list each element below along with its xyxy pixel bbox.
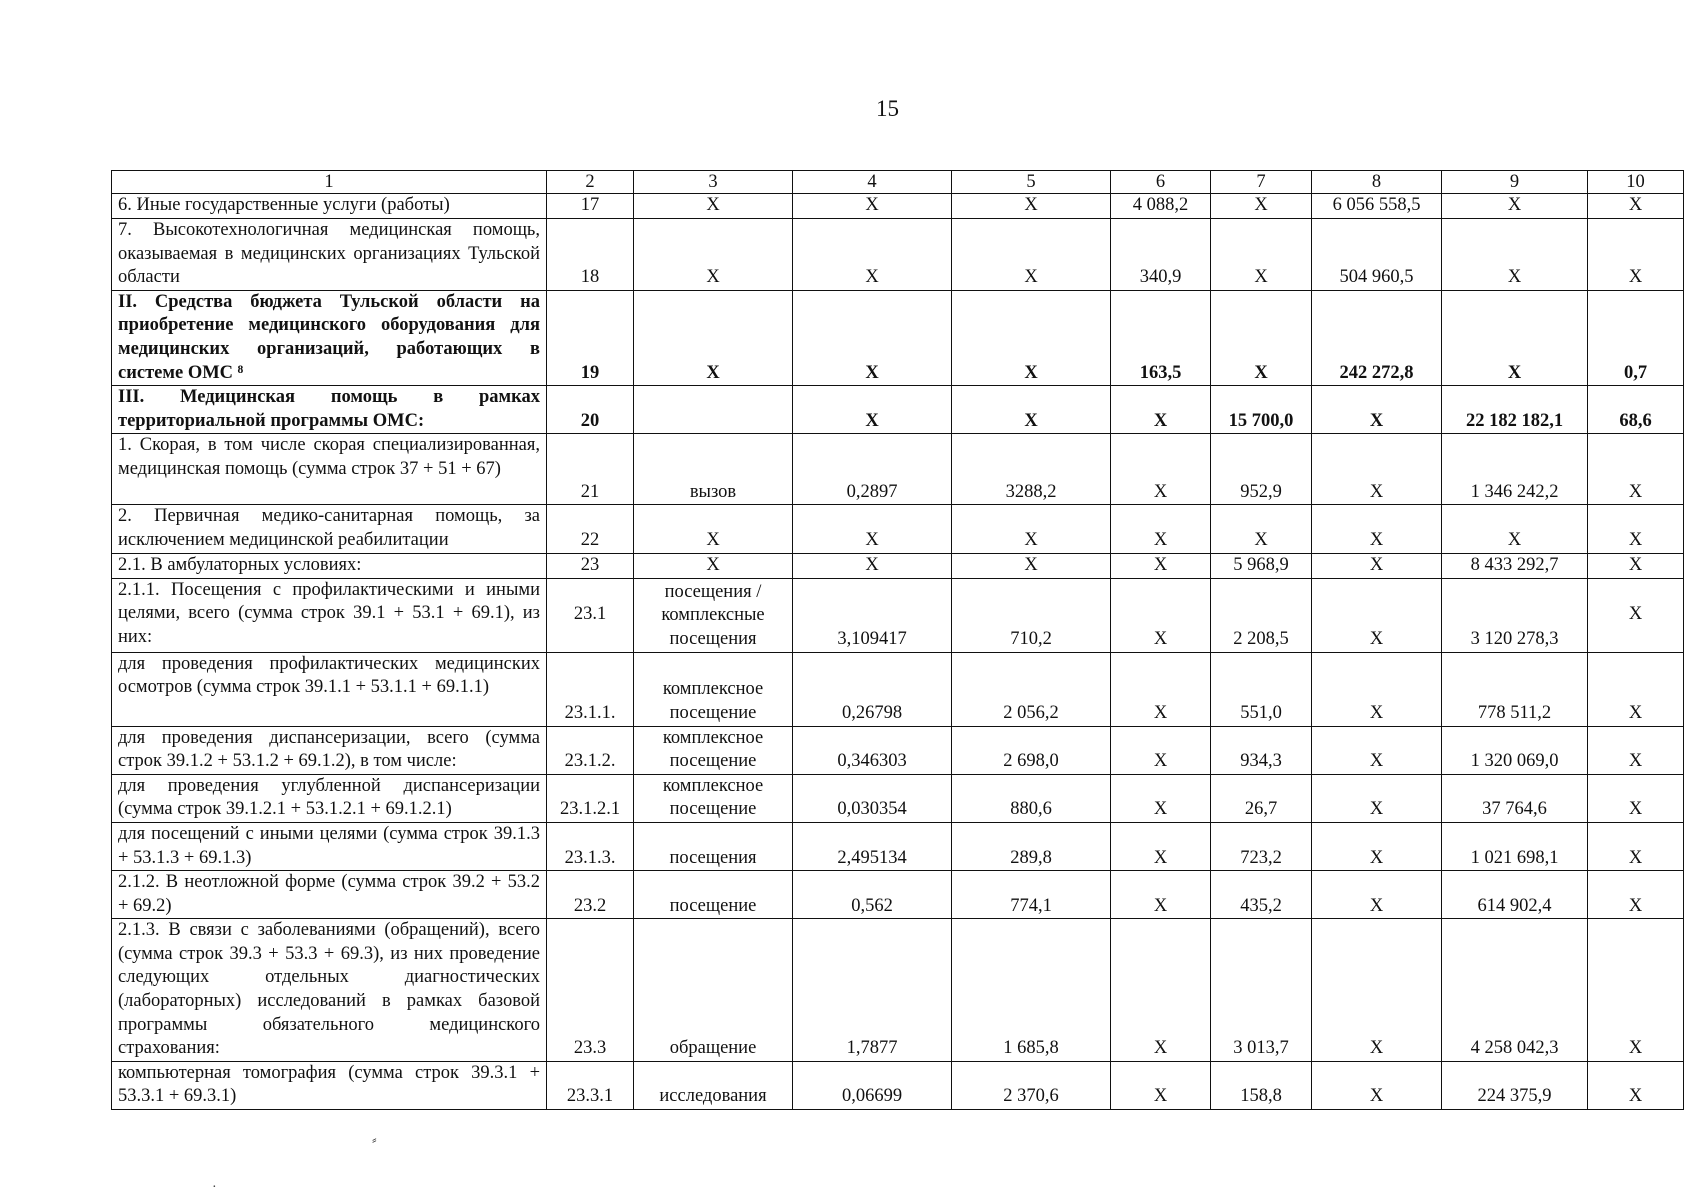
column-header: 1 bbox=[112, 171, 547, 194]
unit-cell bbox=[634, 386, 793, 434]
value-cell: 0,26798 bbox=[793, 652, 952, 726]
value-cell: 0,7 bbox=[1588, 290, 1684, 385]
value-cell: 3,109417 bbox=[793, 578, 952, 652]
column-header: 8 bbox=[1312, 171, 1442, 194]
table-row bbox=[112, 434, 1684, 505]
value-cell: 22 182 182,1 bbox=[1442, 386, 1588, 434]
value-cell: X bbox=[1211, 194, 1312, 219]
value-cell: 8 433 292,7 bbox=[1442, 553, 1588, 578]
value-cell: X bbox=[1111, 652, 1211, 726]
unit-cell: вызов bbox=[634, 434, 793, 505]
value-cell: X bbox=[952, 290, 1111, 385]
value-cell: X bbox=[1111, 505, 1211, 553]
table-row bbox=[112, 726, 1684, 774]
value-cell: X bbox=[1588, 578, 1684, 652]
row-number: 23.1.2.1 bbox=[547, 774, 634, 822]
row-description: для проведения профилактических медицинских осмотров (сумма строк 39.1.1 + 53.1.1 + 69.1.1) bbox=[112, 652, 547, 726]
row-number: 19 bbox=[547, 290, 634, 385]
row-description: для посещений с иными целями (сумма строк 39.1.3 + 53.1.3 + 69.1.3) bbox=[112, 822, 547, 870]
row-description: 6. Иные государственные услуги (работы) bbox=[112, 194, 547, 219]
value-cell: 2 370,6 bbox=[952, 1061, 1111, 1109]
value-cell: 37 764,6 bbox=[1442, 774, 1588, 822]
row-description: для проведения диспансеризации, всего (сумма строк 39.1.2 + 53.1.2 + 69.1.2), в том числе: bbox=[112, 726, 547, 774]
value-cell: 774,1 bbox=[952, 871, 1111, 919]
value-cell: 778 511,2 bbox=[1442, 652, 1588, 726]
row-number: 23.1.3. bbox=[547, 822, 634, 870]
unit-cell: комплексное посещение bbox=[634, 774, 793, 822]
unit-cell: X bbox=[634, 553, 793, 578]
value-cell: 1 346 242,2 bbox=[1442, 434, 1588, 505]
value-cell: 224 375,9 bbox=[1442, 1061, 1588, 1109]
value-cell: 0,030354 bbox=[793, 774, 952, 822]
table-row bbox=[112, 194, 1684, 219]
value-cell: X bbox=[1588, 919, 1684, 1062]
row-description: 7. Высокотехнологичная медицинская помощь, оказываемая в медицинских организациях Тульской области bbox=[112, 219, 547, 291]
value-cell: 68,6 bbox=[1588, 386, 1684, 434]
value-cell: X bbox=[793, 194, 952, 219]
value-cell: 26,7 bbox=[1211, 774, 1312, 822]
value-cell: X bbox=[1588, 505, 1684, 553]
table-row bbox=[112, 774, 1684, 822]
value-cell: X bbox=[952, 194, 1111, 219]
row-description: для проведения углубленной диспансеризации (сумма строк 39.1.2.1 + 53.1.2.1 + 69.1.2.1) bbox=[112, 774, 547, 822]
row-number: 23.3 bbox=[547, 919, 634, 1062]
row-description: 1. Скорая, в том числе скорая специализированная, медицинская помощь (сумма строк 37 + 51 + 67) bbox=[112, 434, 547, 505]
value-cell: X bbox=[793, 386, 952, 434]
unit-cell: посещения / комплексные посещения bbox=[634, 578, 793, 652]
value-cell: 0,2897 bbox=[793, 434, 952, 505]
table-row bbox=[112, 505, 1684, 553]
value-cell: 4 258 042,3 bbox=[1442, 919, 1588, 1062]
value-cell: X bbox=[1588, 1061, 1684, 1109]
row-description: 2.1. В амбулаторных условиях: bbox=[112, 553, 547, 578]
value-cell: 1 685,8 bbox=[952, 919, 1111, 1062]
table-row bbox=[112, 919, 1684, 1062]
value-cell: 289,8 bbox=[952, 822, 1111, 870]
unit-cell: X bbox=[634, 505, 793, 553]
unit-cell: посещения bbox=[634, 822, 793, 870]
budget-table bbox=[111, 170, 1684, 1110]
row-number: 23.2 bbox=[547, 871, 634, 919]
value-cell: X bbox=[1312, 578, 1442, 652]
value-cell: X bbox=[1312, 553, 1442, 578]
value-cell: X bbox=[1588, 871, 1684, 919]
value-cell: 1 021 698,1 bbox=[1442, 822, 1588, 870]
value-cell: X bbox=[793, 290, 952, 385]
value-cell: X bbox=[1312, 774, 1442, 822]
value-cell: X bbox=[1588, 434, 1684, 505]
unit-cell: комплексное посещение bbox=[634, 726, 793, 774]
unit-cell: X bbox=[634, 290, 793, 385]
value-cell: X bbox=[1111, 871, 1211, 919]
value-cell: X bbox=[1312, 1061, 1442, 1109]
value-cell: 723,2 bbox=[1211, 822, 1312, 870]
row-number: 20 bbox=[547, 386, 634, 434]
column-header: 9 bbox=[1442, 171, 1588, 194]
row-number: 21 bbox=[547, 434, 634, 505]
value-cell: X bbox=[1442, 290, 1588, 385]
value-cell: X bbox=[1211, 290, 1312, 385]
value-cell: X bbox=[952, 386, 1111, 434]
row-number: 23.1.2. bbox=[547, 726, 634, 774]
value-cell: X bbox=[952, 553, 1111, 578]
value-cell: X bbox=[1588, 194, 1684, 219]
value-cell: X bbox=[1312, 434, 1442, 505]
value-cell: X bbox=[793, 553, 952, 578]
column-header: 10 bbox=[1588, 171, 1684, 194]
column-header: 3 bbox=[634, 171, 793, 194]
row-description: 2.1.3. В связи с заболеваниями (обращений), всего (сумма строк 39.3 + 53.3 + 69.3), из них проведение следующих отдельных диагностических (лабораторных) исследований в рамках базовой программы обязательного медицинского страхования: bbox=[112, 919, 547, 1062]
value-cell: X bbox=[1442, 219, 1588, 291]
value-cell: 4 088,2 bbox=[1111, 194, 1211, 219]
unit-cell: посещение bbox=[634, 871, 793, 919]
value-cell: 15 700,0 bbox=[1211, 386, 1312, 434]
value-cell: X bbox=[1588, 774, 1684, 822]
value-cell: X bbox=[1312, 505, 1442, 553]
value-cell: 2 698,0 bbox=[952, 726, 1111, 774]
value-cell: X bbox=[1111, 822, 1211, 870]
row-description: III. Медицинская помощь в рамках территориальной программы ОМС: bbox=[112, 386, 547, 434]
table-row bbox=[112, 822, 1684, 870]
value-cell: 1,7877 bbox=[793, 919, 952, 1062]
row-description: 2.1.2. В неотложной форме (сумма строк 39.2 + 53.2 + 69.2) bbox=[112, 871, 547, 919]
column-header: 6 bbox=[1111, 171, 1211, 194]
value-cell: X bbox=[1312, 386, 1442, 434]
value-cell: 0,06699 bbox=[793, 1061, 952, 1109]
row-number: 18 bbox=[547, 219, 634, 291]
page-number: 15 bbox=[876, 96, 899, 121]
value-cell: X bbox=[1588, 652, 1684, 726]
value-cell: 2 208,5 bbox=[1211, 578, 1312, 652]
row-number: 22 bbox=[547, 505, 634, 553]
unit-cell: обращение bbox=[634, 919, 793, 1062]
value-cell: X bbox=[1111, 726, 1211, 774]
column-header: 5 bbox=[952, 171, 1111, 194]
value-cell: 3288,2 bbox=[952, 434, 1111, 505]
table-row bbox=[112, 219, 1684, 291]
table-row bbox=[112, 386, 1684, 434]
scan-mark: ⸗ bbox=[372, 1133, 377, 1148]
value-cell: 6 056 558,5 bbox=[1312, 194, 1442, 219]
value-cell: 2 056,2 bbox=[952, 652, 1111, 726]
value-cell: X bbox=[1312, 871, 1442, 919]
value-cell: X bbox=[793, 505, 952, 553]
value-cell: 934,3 bbox=[1211, 726, 1312, 774]
value-cell: 340,9 bbox=[1111, 219, 1211, 291]
value-cell: X bbox=[1312, 726, 1442, 774]
unit-cell: X bbox=[634, 194, 793, 219]
value-cell: 710,2 bbox=[952, 578, 1111, 652]
value-cell: X bbox=[1442, 505, 1588, 553]
value-cell: X bbox=[1111, 386, 1211, 434]
value-cell: 242 272,8 bbox=[1312, 290, 1442, 385]
table-row bbox=[112, 578, 1684, 652]
value-cell: X bbox=[1312, 652, 1442, 726]
value-cell: 2,495134 bbox=[793, 822, 952, 870]
row-description: II. Средства бюджета Тульской области на приобретение медицинского оборудования для медицинских организаций, работающих в системе ОМС ⁸ bbox=[112, 290, 547, 385]
value-cell: 3 013,7 bbox=[1211, 919, 1312, 1062]
value-cell: X bbox=[1111, 553, 1211, 578]
value-cell: X bbox=[1111, 774, 1211, 822]
row-description: компьютерная томография (сумма строк 39.3.1 + 53.3.1 + 69.3.1) bbox=[112, 1061, 547, 1109]
row-number: 17 bbox=[547, 194, 634, 219]
table-row bbox=[112, 553, 1684, 578]
table-row bbox=[112, 290, 1684, 385]
row-description: 2.1.1. Посещения с профилактическими и иными целями, всего (сумма строк 39.1 + 53.1 + 69.1), из них: bbox=[112, 578, 547, 652]
column-header: 7 bbox=[1211, 171, 1312, 194]
value-cell: 3 120 278,3 bbox=[1442, 578, 1588, 652]
row-number: 23 bbox=[547, 553, 634, 578]
value-cell: X bbox=[1442, 194, 1588, 219]
value-cell: X bbox=[952, 505, 1111, 553]
value-cell: 952,9 bbox=[1211, 434, 1312, 505]
value-cell: 0,562 bbox=[793, 871, 952, 919]
value-cell: X bbox=[1111, 919, 1211, 1062]
value-cell: 880,6 bbox=[952, 774, 1111, 822]
value-cell: 614 902,4 bbox=[1442, 871, 1588, 919]
value-cell: 0,346303 bbox=[793, 726, 952, 774]
value-cell: X bbox=[952, 219, 1111, 291]
value-cell: 551,0 bbox=[1211, 652, 1312, 726]
value-cell: X bbox=[1312, 822, 1442, 870]
row-number: 23.3.1 bbox=[547, 1061, 634, 1109]
table-row bbox=[112, 1061, 1684, 1109]
column-number-row bbox=[112, 171, 1684, 194]
value-cell: 504 960,5 bbox=[1312, 219, 1442, 291]
value-cell: X bbox=[1588, 219, 1684, 291]
value-cell: X bbox=[1312, 919, 1442, 1062]
value-cell: 158,8 bbox=[1211, 1061, 1312, 1109]
scan-dot: · bbox=[212, 1180, 217, 1195]
value-cell: X bbox=[1211, 219, 1312, 291]
value-cell: X bbox=[1588, 726, 1684, 774]
value-cell: X bbox=[1588, 553, 1684, 578]
value-cell: 1 320 069,0 bbox=[1442, 726, 1588, 774]
table-row bbox=[112, 871, 1684, 919]
value-cell: X bbox=[793, 219, 952, 291]
row-description: 2. Первичная медико-санитарная помощь, за исключением медицинской реабилитации bbox=[112, 505, 547, 553]
table-row bbox=[112, 652, 1684, 726]
value-cell: 163,5 bbox=[1111, 290, 1211, 385]
row-number: 23.1.1. bbox=[547, 652, 634, 726]
value-cell: 435,2 bbox=[1211, 871, 1312, 919]
value-cell: X bbox=[1111, 434, 1211, 505]
column-header: 4 bbox=[793, 171, 952, 194]
row-number: 23.1 bbox=[547, 578, 634, 652]
column-header: 2 bbox=[547, 171, 634, 194]
value-cell: X bbox=[1111, 578, 1211, 652]
unit-cell: X bbox=[634, 219, 793, 291]
value-cell: X bbox=[1588, 822, 1684, 870]
value-cell: X bbox=[1111, 1061, 1211, 1109]
value-cell: 5 968,9 bbox=[1211, 553, 1312, 578]
unit-cell: исследования bbox=[634, 1061, 793, 1109]
value-cell: X bbox=[1211, 505, 1312, 553]
unit-cell: комплексное посещение bbox=[634, 652, 793, 726]
